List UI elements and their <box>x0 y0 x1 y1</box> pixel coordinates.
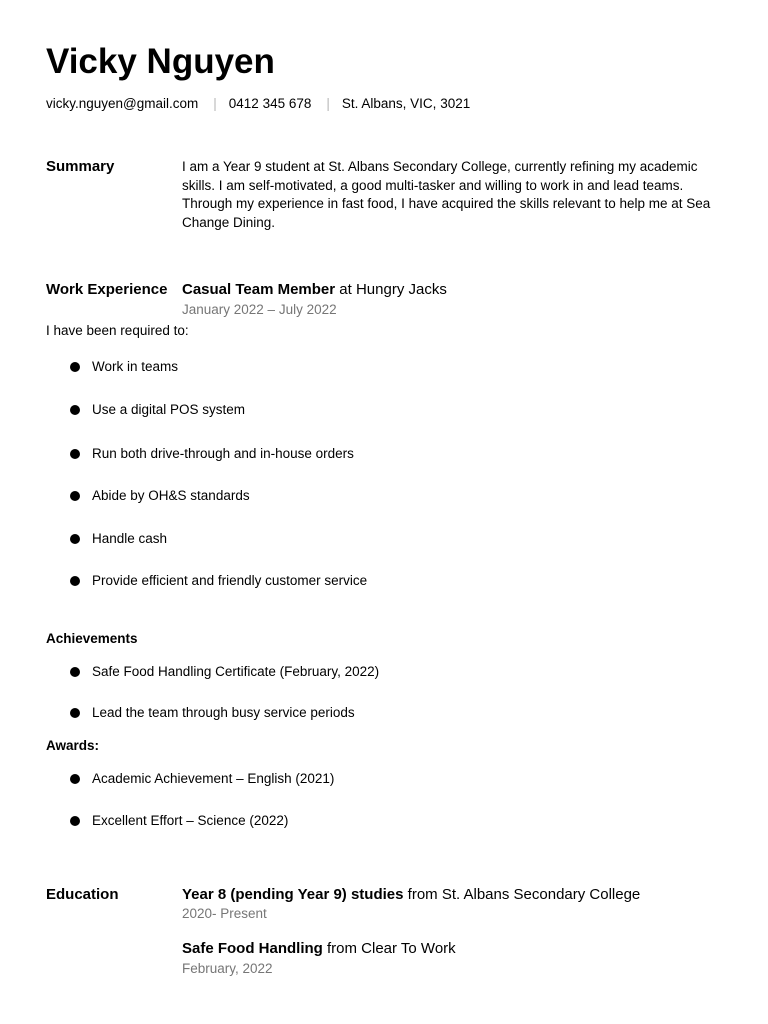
education-heading: Education <box>46 886 119 903</box>
bullet-icon <box>70 667 80 677</box>
duty-text: Run both drive-through and in-house orders <box>92 446 354 461</box>
list-item <box>70 530 167 548</box>
list-item <box>70 487 250 505</box>
list-item <box>70 401 245 419</box>
duty-text: Work in teams <box>92 359 179 374</box>
job-role: Casual Team Member <box>182 281 336 298</box>
work-experience-heading: Work Experience <box>46 281 168 298</box>
bullet-icon <box>70 405 80 415</box>
job-employer: at Hungry Jacks <box>335 281 447 298</box>
job-title <box>182 280 447 300</box>
bullet-icon <box>70 708 80 718</box>
qualification-name: Safe Food Handling <box>182 940 323 957</box>
email-text: vicky.nguyen@gmail.com <box>46 96 199 111</box>
achievement-text: Safe Food Handling Certificate (February, 2022) <box>92 664 380 679</box>
awards-heading: Awards: <box>46 738 100 753</box>
candidate-name: Vicky Nguyen <box>46 42 275 81</box>
education-entry-dates: 2020- Present <box>182 906 267 921</box>
summary-heading: Summary <box>46 158 115 175</box>
bullet-icon <box>70 576 80 586</box>
bullet-icon <box>70 362 80 372</box>
summary-text: I am a Year 9 student at St. Albans Secondary College, currently refining my academic skills. I am self-motivated, a good multi-tasker and willing to work in and lead teams. Through my experience in fast food, I have acquired the skills relevant to help me at Sea Change Dining. <box>182 159 711 230</box>
bullet-icon <box>70 534 80 544</box>
institution-name: from St. Albans Secondary College <box>403 886 641 903</box>
list-item <box>70 812 288 830</box>
list-item <box>70 445 354 463</box>
list-item <box>70 358 178 376</box>
contact-separator: | <box>326 96 330 111</box>
education-entry-dates: February, 2022 <box>182 961 273 976</box>
bullet-icon <box>70 816 80 826</box>
duty-text: Abide by OH&S standards <box>92 488 250 503</box>
award-text: Excellent Effort – Science (2022) <box>92 813 289 828</box>
phone-text: 0412 345 678 <box>228 96 312 111</box>
duty-text: Use a digital POS system <box>92 402 246 417</box>
duty-text: Provide efficient and friendly customer service <box>92 573 368 588</box>
education-entry-title <box>182 939 456 959</box>
award-text: Academic Achievement – English (2021) <box>92 771 335 786</box>
location-text: St. Albans, VIC, 3021 <box>341 96 471 111</box>
duty-text: Handle cash <box>92 531 168 546</box>
list-item <box>70 572 367 590</box>
duties-intro: I have been required to: <box>46 323 189 338</box>
job-dates: January 2022 – July 2022 <box>182 302 337 317</box>
qualification-name: Year 8 (pending Year 9) studies <box>182 886 404 903</box>
contact-line <box>46 95 470 113</box>
bullet-icon <box>70 774 80 784</box>
achievement-text: Lead the team through busy service periods <box>92 705 355 720</box>
institution-name: from Clear To Work <box>322 940 456 957</box>
list-item <box>70 770 334 788</box>
bullet-icon <box>70 491 80 501</box>
list-item <box>70 704 355 722</box>
achievements-heading: Achievements <box>46 631 138 646</box>
list-item <box>70 663 379 681</box>
bullet-icon <box>70 449 80 459</box>
contact-separator: | <box>213 96 217 111</box>
education-entry-title <box>182 885 640 905</box>
